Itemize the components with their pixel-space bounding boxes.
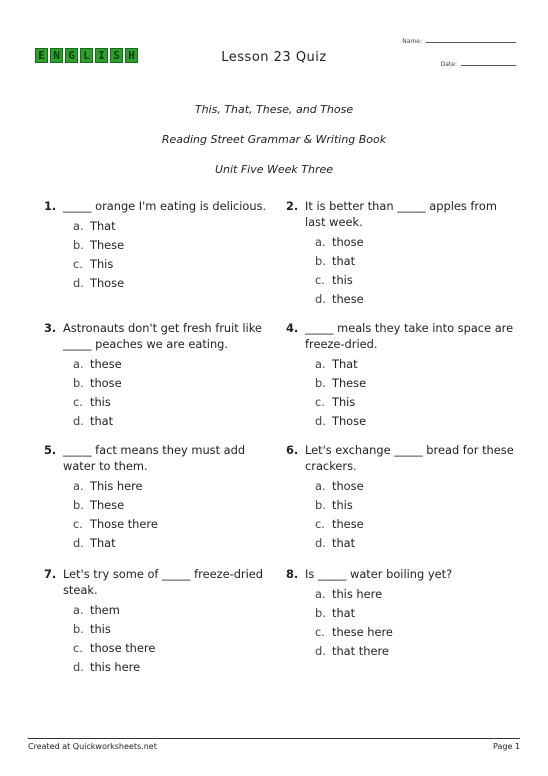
answer-option[interactable] [315,534,515,553]
option-letter: c. [73,257,83,271]
question-stem: Astronauts don't get fresh fruit like _____ peaches we are eating. [63,321,262,351]
question-stem: _____ orange I'm eating is delicious. [63,199,267,213]
option-letter: c. [315,517,325,531]
answer-option[interactable] [73,477,273,496]
option-text: Those there [90,517,158,531]
option-text: these [332,292,364,306]
question-stem: Is _____ water boiling yet? [305,567,453,581]
question-2 [286,198,515,309]
option-text: That [332,357,358,371]
option-letter: d. [73,536,84,550]
option-letter: d. [315,292,326,306]
logo-tile: G [65,48,78,63]
option-letter: c. [315,625,325,639]
answer-option[interactable] [73,255,273,274]
answer-option[interactable] [315,252,515,271]
answer-option[interactable] [73,496,273,515]
option-letter: c. [315,395,325,409]
question-1 [44,198,273,293]
answer-option[interactable] [315,477,515,496]
option-text: These [90,238,125,252]
answer-option[interactable] [315,412,515,431]
logo-tile: E [35,48,48,63]
question-8 [286,566,515,661]
question-stem: It is better than _____ apples from last week. [305,199,497,229]
answer-options [305,585,515,661]
answer-option[interactable] [315,290,515,309]
option-text: this here [332,587,383,601]
name-label: Name: [402,38,422,45]
answer-option[interactable] [315,515,515,534]
option-letter: b. [315,606,326,620]
option-letter: c. [73,395,83,409]
option-letter: c. [315,273,325,287]
option-letter: a. [315,479,326,493]
logo-tile: N [50,48,63,63]
question-3 [44,320,273,431]
option-letter: b. [73,498,84,512]
answer-option[interactable] [73,236,273,255]
option-letter: a. [73,479,84,493]
answer-option[interactable] [315,374,515,393]
date-line [461,65,516,66]
answer-option[interactable] [73,515,273,534]
question-number: 6. [286,443,299,457]
option-letter: b. [73,238,84,252]
question-number: 8. [286,567,299,581]
option-text: This here [90,479,143,493]
option-letter: b. [73,622,84,636]
option-text: This [332,395,356,409]
option-text: this [90,622,111,636]
question-stem: Let's try some of _____ freeze-dried steak. [63,567,264,597]
date-label: Date: [440,61,457,68]
answer-option[interactable] [315,585,515,604]
answer-options [305,477,515,553]
option-text: These [332,376,367,390]
answer-option[interactable] [73,412,273,431]
answer-option[interactable] [315,271,515,290]
option-text: this here [90,660,141,674]
name-line [426,42,516,43]
option-letter: d. [73,276,84,290]
answer-option[interactable] [315,393,515,412]
answer-option[interactable] [73,355,273,374]
option-text: This [90,257,114,271]
logo-tile: I [95,48,108,63]
answer-options [63,477,273,553]
answer-option[interactable] [315,233,515,252]
question-stem: _____ fact means they must add water to them. [63,443,246,473]
option-text: Those [332,414,367,428]
answer-options [63,217,273,293]
question-number: 7. [44,567,57,581]
answer-options [63,601,273,677]
answer-option[interactable] [315,642,515,661]
option-text: those [332,479,364,493]
option-text: this [332,498,353,512]
option-letter: a. [315,587,326,601]
question-4 [286,320,515,431]
answer-option[interactable] [315,355,515,374]
option-text: those [90,376,122,390]
option-letter: c. [73,517,83,531]
option-text: these [90,357,122,371]
answer-options [305,355,515,431]
footer-page-number: Page 1 [493,742,520,751]
date-field[interactable] [441,61,516,68]
option-letter: d. [315,644,326,658]
option-text: those there [90,641,156,655]
logo-tile: L [80,48,93,63]
answer-option[interactable] [73,374,273,393]
option-text: this [90,395,111,409]
page-title: Lesson 23 Quiz [221,50,327,65]
question-5 [44,442,273,553]
option-letter: b. [315,254,326,268]
option-text: those [332,235,364,249]
question-7 [44,566,273,677]
option-text: That [90,219,116,233]
option-text: that [332,254,356,268]
option-text: that [332,606,356,620]
question-stem: Let's exchange _____ bread for these crackers. [305,443,514,473]
subtitle-unit: Unit Five Week Three [214,163,334,176]
option-letter: d. [73,414,84,428]
question-stem: _____ meals they take into space are freeze-dried. [305,321,514,351]
question-number: 1. [44,199,57,213]
option-letter: c. [73,641,83,655]
question-number: 4. [286,321,299,335]
answer-option[interactable] [315,623,515,642]
answer-options [305,233,515,309]
logo-tile: S [110,48,123,63]
option-letter: b. [315,498,326,512]
subtitle-book: Reading Street Grammar & Writing Book [161,133,387,146]
option-letter: a. [73,603,84,617]
option-text: this [332,273,353,287]
question-6 [286,442,515,553]
option-text: them [90,603,120,617]
answer-option[interactable] [73,601,273,620]
answer-option[interactable] [73,658,273,677]
footer-divider [28,738,520,739]
name-field[interactable] [402,38,516,45]
answer-option[interactable] [315,604,515,623]
option-letter: b. [73,376,84,390]
option-letter: d. [315,414,326,428]
option-text: that there [332,644,389,658]
answer-option[interactable] [73,217,273,236]
logo-tile: H [125,48,138,63]
option-text: these [332,517,364,531]
option-text: That [90,536,116,550]
option-letter: a. [315,235,326,249]
answer-options [63,355,273,431]
option-letter: a. [73,219,84,233]
option-letter: a. [73,357,84,371]
option-text: These [90,498,125,512]
answer-option[interactable] [73,274,273,293]
answer-option[interactable] [73,639,273,658]
option-letter: d. [315,536,326,550]
answer-option[interactable] [315,496,515,515]
footer-credit: Created at Quickworksheets.net [28,742,157,751]
option-letter: d. [73,660,84,674]
option-text: that [90,414,114,428]
question-number: 3. [44,321,57,335]
answer-option[interactable] [73,534,273,553]
option-text: that [332,536,356,550]
question-number: 5. [44,443,57,457]
answer-option[interactable] [73,393,273,412]
answer-option[interactable] [73,620,273,639]
subtitle-topic: This, That, These, and Those [194,103,354,116]
option-text: these here [332,625,393,639]
option-letter: a. [315,357,326,371]
question-number: 2. [286,199,299,213]
option-text: Those [90,276,125,290]
option-letter: b. [315,376,326,390]
